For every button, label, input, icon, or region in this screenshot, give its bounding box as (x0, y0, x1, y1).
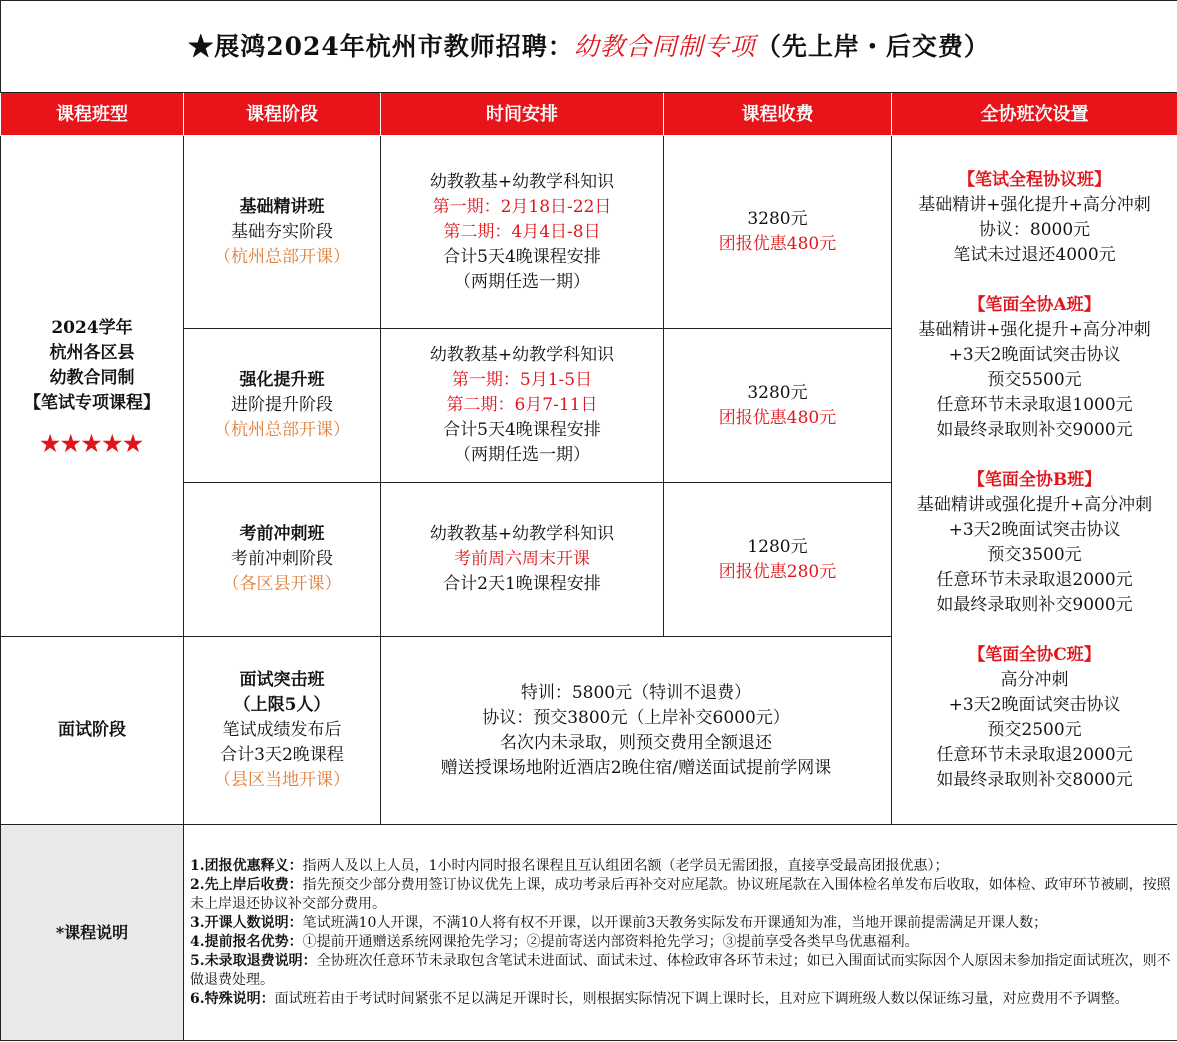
stage-cell (184, 329, 381, 483)
note-key: 4.提前报名优势： (190, 933, 303, 950)
title-accent: 幼教合同制专项 (573, 32, 756, 61)
stage-desc: 基础夯实阶段 (231, 221, 333, 242)
notes-label: *课程说明 (1, 825, 184, 1041)
plan-line: 协议：8000元 (978, 219, 1091, 240)
stage-desc: 进阶提升阶段 (231, 395, 333, 415)
stage-name: 基础精讲班 (239, 196, 325, 217)
plan-written-full (892, 168, 1177, 268)
plan-line: +3天2晚面试突击协议 (948, 519, 1121, 540)
note-key: 3.开课人数说明： (190, 914, 303, 931)
plan-line: 任意环节未录取退2000元 (936, 744, 1133, 765)
stage-desc: 笔试成绩发布后 (222, 720, 342, 740)
interview-detail: 赠送授课场地附近酒店2晚住宿/赠送面试提前学网课 (440, 757, 832, 778)
stage-location: （杭州总部开课） (214, 420, 350, 440)
schedule-session: 第二期：6月7-11日 (446, 395, 598, 415)
notes-cell (184, 825, 1177, 1041)
schedule-subject: 幼教教基+幼教学科知识 (429, 345, 615, 365)
fee-group-discount: 团报优惠280元 (718, 561, 837, 582)
header-row (1, 93, 1177, 136)
schedule-subject: 幼教教基+幼教学科知识 (429, 171, 615, 192)
stage-desc: 考前冲刺阶段 (231, 549, 333, 569)
note-item (190, 990, 1171, 1009)
stage-location: （各区县开课） (222, 574, 342, 594)
note-item (190, 933, 1171, 952)
note-text: 笔试班满10人开课，不满10人将有权不开课，以开课前3天教务实际发布开课通知为准，当地开课前提需满足开课人数； (302, 914, 1048, 931)
stage-cell (184, 483, 381, 637)
plan-line: 基础精讲或强化提升+高分冲刺 (916, 494, 1153, 515)
written-course-type-cell (1, 136, 184, 637)
schedule-session: 第二期：4月4日-8日 (443, 221, 601, 242)
header-plan-setup: 全协班次设置 (892, 93, 1177, 136)
type-line: 【笔试专项课程】 (24, 392, 160, 413)
schedule-note: （两期任选一期） (454, 445, 590, 465)
plan-line: 预交5500元 (987, 369, 1082, 390)
note-item (190, 876, 1171, 914)
interview-detail: 协议：预交3800元（上岸补交6000元） (482, 707, 790, 728)
plan-line: +3天2晚面试突击协议 (948, 694, 1121, 715)
fee-cell (664, 483, 892, 637)
plan-line: 预交2500元 (987, 719, 1082, 740)
fee-price: 3280元 (747, 209, 808, 229)
interview-detail: 特训：5800元（特训不退费） (520, 682, 752, 703)
schedule-total: 合计5天4晚课程安排 (443, 246, 601, 267)
interview-detail: 名次内未录取，则预交费用全额退还 (500, 732, 772, 753)
fee-price: 3280元 (747, 382, 808, 403)
schedule-cell (381, 329, 664, 483)
note-key: 5.未录取退费说明： (190, 952, 317, 969)
interview-details-cell (381, 637, 892, 825)
plan-line: 预交3500元 (987, 544, 1082, 565)
plan-name: 【笔试全程协议班】 (958, 169, 1112, 190)
plan-line: 如最终录取则补交9000元 (936, 419, 1133, 440)
schedule-total: 合计2天1晚课程安排 (443, 574, 601, 594)
note-text: 指先预交少部分费用签订协议优先上课，成功考录后再补交对应尾款。协议班尾款在入围体检名单发布后收取，如体检、政审环节被刷，按照未上岸退还协议补交部分费用。 (190, 876, 1171, 912)
plan-line: 高分冲刺 (1000, 669, 1069, 690)
type-line: 2024学年 (51, 317, 133, 338)
note-item (190, 857, 1171, 876)
fee-group-discount: 团报优惠480元 (718, 407, 837, 428)
header-schedule: 时间安排 (381, 93, 664, 136)
header-fee: 课程收费 (664, 93, 892, 136)
plan-line: 基础精讲+强化提升+高分冲刺 (918, 319, 1151, 340)
header-course-stage: 课程阶段 (184, 93, 381, 136)
plan-line: 如最终录取则补交8000元 (936, 769, 1133, 790)
stage-cell (184, 637, 381, 825)
schedule-cell (381, 136, 664, 329)
header-course-type: 课程班型 (1, 93, 184, 136)
table-row (1, 136, 1177, 329)
stage-name: 考前冲刺班 (239, 524, 325, 544)
fee-cell (664, 136, 892, 329)
plan-line: +3天2晚面试突击协议 (948, 344, 1121, 365)
plan-line: 任意环节未录取退1000元 (936, 394, 1133, 415)
plan-line: 笔试未过退还4000元 (953, 244, 1116, 265)
plan-a (892, 293, 1177, 443)
title-suffix: （先上岸・后交费） (755, 32, 990, 61)
stage-name: 面试突击班 (239, 670, 325, 690)
notes-row (1, 825, 1177, 1041)
note-text: 指两人及以上人员，1小时内同时报名课程且互认组团名额（老学员无需团报，直接享受最高团报优惠）； (302, 857, 949, 874)
stage-location: （县区当地开课） (214, 770, 350, 790)
plans-cell (892, 136, 1177, 825)
schedule-session: 考前周六周末开课 (454, 549, 590, 569)
note-text: 全协班次任意环节未录取包含笔试未进面试、面试未过、体检政审各环节未过；如已入围面试而实际因个人原因未参加指定面试班次，则不做退费处理。 (190, 952, 1171, 988)
note-item (190, 952, 1171, 990)
plan-name: 【笔面全协B班】 (967, 469, 1102, 490)
stage-cell (184, 136, 381, 329)
title-prefix: ★展鸿2024年杭州市教师招聘： (188, 32, 574, 61)
plan-b (892, 468, 1177, 618)
schedule-total: 合计5天4晚课程安排 (443, 420, 601, 440)
type-line: 杭州各区县 (49, 342, 135, 363)
plan-line: 如最终录取则补交9000元 (936, 594, 1133, 615)
plan-line: 任意环节未录取退2000元 (936, 569, 1133, 590)
schedule-subject: 幼教教基+幼教学科知识 (429, 524, 615, 544)
fee-group-discount: 团报优惠480元 (718, 234, 837, 254)
schedule-cell (381, 483, 664, 637)
plan-c (892, 643, 1177, 793)
schedule-session: 第一期：2月18日-22日 (432, 196, 612, 217)
note-item (190, 914, 1171, 933)
rating-stars: ★★★★★ (40, 430, 144, 457)
stage-total: 合计3天2晚课程 (220, 745, 344, 765)
plan-name: 【笔面全协A班】 (968, 294, 1101, 315)
stage-location: （杭州总部开课） (214, 246, 350, 267)
plan-line: 基础精讲+强化提升+高分冲刺 (918, 194, 1151, 215)
note-key: 1.团报优惠释义： (190, 857, 303, 874)
note-text: ①提前开通赠送系统网课抢先学习；②提前寄送内部资料抢先学习；③提前享受各类早鸟优惠福利。 (302, 933, 919, 950)
note-key: 2.先上岸后收费： (190, 876, 303, 893)
fee-cell (664, 329, 892, 483)
note-text: 面试班若由于考试时间紧张不足以满足开课时长，则根据实际情况下调上课时长，且对应下调班级人数以保证练习量，对应费用不予调整。 (274, 990, 1129, 1007)
plan-name: 【笔面全协C班】 (968, 644, 1101, 665)
interview-type-cell: 面试阶段 (1, 637, 184, 825)
page-title (1, 1, 1177, 93)
stage-capacity: （上限5人） (233, 695, 331, 715)
stage-name: 强化提升班 (239, 370, 325, 390)
fee-price: 1280元 (747, 536, 808, 557)
type-line: 幼教合同制 (49, 367, 135, 388)
schedule-session: 第一期：5月1-5日 (451, 370, 593, 390)
note-key: 6.特殊说明： (190, 990, 275, 1007)
schedule-note: （两期任选一期） (454, 271, 590, 292)
